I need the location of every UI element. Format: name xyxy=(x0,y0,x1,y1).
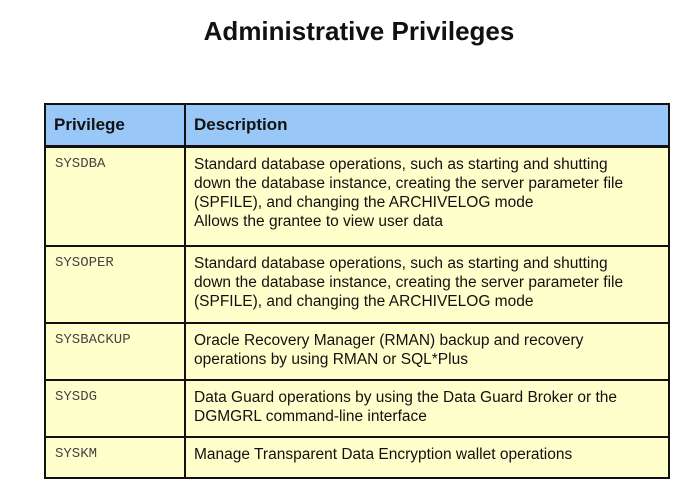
description-line: down the database instance, creating the server parameter file xyxy=(194,274,624,291)
description-line: Standard database operations, such as starting and shutting xyxy=(194,255,608,272)
privilege-cell: SYSBACKUP xyxy=(45,323,185,380)
description-cell xyxy=(185,437,669,478)
column-header-description: Description xyxy=(185,104,669,147)
privilege-cell: SYSOPER xyxy=(45,246,185,323)
table-row xyxy=(45,147,669,247)
column-header-privilege: Privilege xyxy=(45,104,185,147)
description-line: Standard database operations, such as starting and shutting xyxy=(194,156,608,173)
privilege-cell: SYSDBA xyxy=(45,147,185,247)
privilege-cell: SYSKM xyxy=(45,437,185,478)
description-cell xyxy=(185,147,669,247)
description-line: (SPFILE), and changing the ARCHIVELOG mode xyxy=(194,194,534,211)
description-line: operations by using RMAN or SQL*Plus xyxy=(194,351,468,368)
description-line: Oracle Recovery Manager (RMAN) backup and recovery xyxy=(194,332,584,349)
page-title: Administrative Privileges xyxy=(203,16,515,46)
privilege-cell: SYSDG xyxy=(45,380,185,437)
table-row xyxy=(45,380,669,437)
description-line: Manage Transparent Data Encryption wallet operations xyxy=(194,446,573,463)
description-line: Data Guard operations by using the Data Guard Broker or the xyxy=(194,389,618,406)
description-cell xyxy=(185,380,669,437)
table-row xyxy=(45,437,669,478)
privileges-table xyxy=(44,103,670,479)
description-line: (SPFILE), and changing the ARCHIVELOG mode xyxy=(194,293,534,310)
table-row xyxy=(45,246,669,323)
table-row xyxy=(45,323,669,380)
description-line: down the database instance, creating the server parameter file xyxy=(194,175,624,192)
description-line: DGMGRL command-line interface xyxy=(194,408,427,425)
description-cell xyxy=(185,323,669,380)
table-header-row xyxy=(45,104,669,147)
description-line: Allows the grantee to view user data xyxy=(194,213,443,230)
description-cell xyxy=(185,246,669,323)
